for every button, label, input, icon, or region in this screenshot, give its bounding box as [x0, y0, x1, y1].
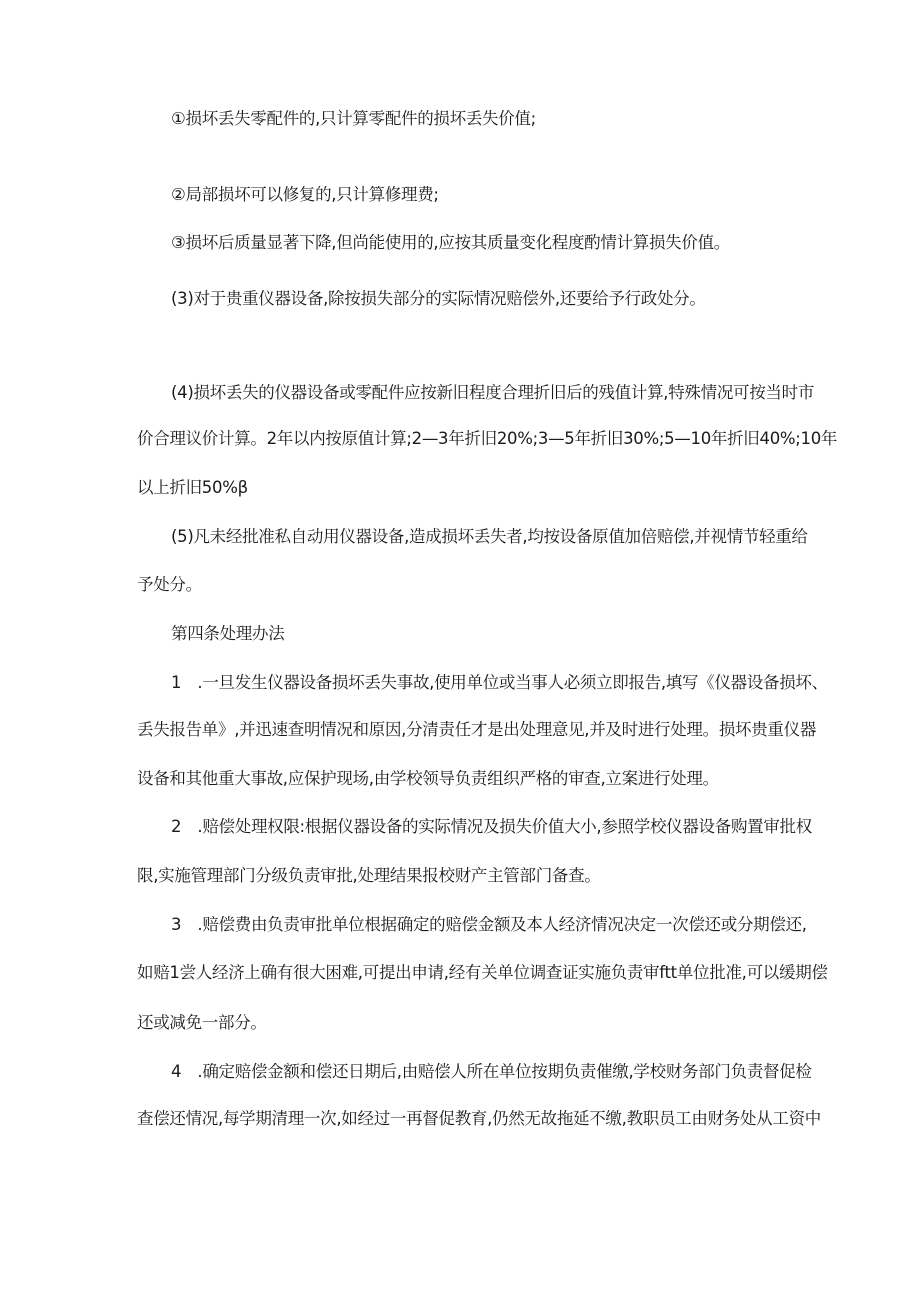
text-line-19: 4 .确定赔偿金额和偿还日期后,由赔偿人所在单位按期负责催缴,学校财务部门负责督促检 [171, 1062, 812, 1081]
text-line-9: 予处分。 [137, 575, 202, 594]
text-line-1: ①损坏丢失零配件的,只计算零配件的损坏丢失价值; [171, 109, 536, 128]
text-line-15: 限,实施管理部门分级负责审批,处理结果报校财产主管部门备查。 [137, 866, 601, 885]
text-line-17: 如赔1尝人经济上确有很大困难,可提出申请,经有关单位调查证实施负责审ftt单位批准,可以缓期偿 [137, 963, 828, 982]
text-line-11: 1 .一旦发生仪器设备损坏丢失事故,使用单位或当事人必须立即报告,填写《仪器设备损坏、 [171, 673, 828, 692]
text-line-12: 丢失报告单》,并迅速查明情况和原因,分清责任才是出处理意见,并及时进行处理。损坏贵重仪器 [137, 720, 817, 739]
text-line-7: 以上折旧50%β [137, 478, 248, 497]
text-line-3: ③损坏后质量显著下降,但尚能使用的,应按其质量变化程度酌情计算损失价值。 [171, 233, 730, 252]
text-line-6: 价合理议价计算。2年以内按原值计算;2—3年折旧20%;3—5年折旧30%;5—10年折旧40%;10年 [137, 429, 838, 448]
text-line-5: (4)损坏丢失的仪器设备或零配件应按新旧程度合理折旧后的残值计算,特殊情况可按当时市 [171, 383, 815, 402]
section-heading: 第四条处理办法 [171, 624, 285, 643]
text-line-16: 3 .赔偿费由负责审批单位根据确定的赔偿金额及本人经济情况决定一次偿还或分期偿还, [171, 915, 807, 934]
text-line-18: 还或减免一部分。 [137, 1013, 267, 1032]
text-line-20: 查偿还情况,每学期清理一次,如经过一再督促教育,仍然无故拖延不缴,教职员工由财务处从工资中 [137, 1109, 821, 1128]
text-line-13: 设备和其他重大事故,应保护现场,由学校领导负责组织严格的审查,立案进行处理。 [137, 769, 719, 788]
text-line-2: ②局部损坏可以修复的,只计算修理费; [171, 185, 439, 204]
text-line-8: (5)凡未经批准私自动用仪器设备,造成损坏丢失者,均按设备原值加倍赔偿,并视情节轻重给 [171, 527, 808, 546]
text-line-4: (3)对于贵重仪器设备,除按损失部分的实际情况赔偿外,还要给予行政处分。 [171, 289, 706, 308]
text-line-14: 2 .赔偿处理权限:根据仪器设备的实际情况及损失价值大小,参照学校仪器设备购置审批权 [171, 817, 812, 836]
